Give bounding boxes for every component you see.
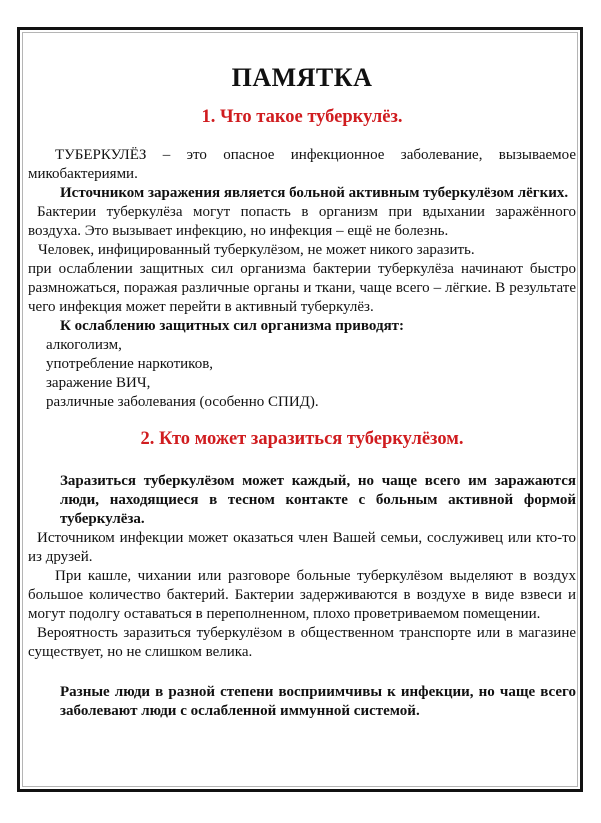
section-2-heading: 2. Кто может заразиться туберкулёзом.: [140, 429, 464, 449]
section-2-paragraph-1: Источником инфекции может оказаться член Вашей семьи, сослуживец или кто-то из друзей.: [28, 530, 576, 565]
section-1-heading: 1. Что такое туберкулёз.: [201, 107, 403, 127]
list-item: алкоголизм,: [46, 337, 122, 353]
list-item: различные заболевания (особенно СПИД).: [46, 394, 319, 410]
section-1-paragraph-2: Человек, инфицированный туберкулёзом, не может никого заразить.: [38, 242, 475, 258]
spacer: [28, 662, 576, 683]
section-1-intro: ТУБЕРКУЛЁЗ – это опасное инфекционное заболевание, вызываемое микобактериями.: [28, 147, 576, 182]
list-item: употребление наркотиков,: [46, 356, 214, 372]
section-1-paragraph-1: Бактерии туберкулёза могут попасть в организм при вдыхании заражённого воздуха. Это вызывает инфекцию, но инфекция – ещё не болезнь.: [28, 204, 576, 239]
weakening-factors-list: [28, 336, 576, 412]
section-2: [28, 472, 576, 721]
document-title: ПАМЯТКА: [231, 63, 373, 92]
section-1-paragraph-3: при ослаблении защитных сил организма бактерии туберкулёза начинают быстро размножаться, поражая различные органы и ткани, чаще всего – лёгкие. В результате чего инфекция может перейти в активный туберкулёз.: [28, 261, 576, 315]
section-2-bold-intro: Заразиться туберкулёзом может каждый, но чаще всего им заражаются люди, находящиеся в тесном контакте с больным активной формой туберкулёза.: [60, 473, 576, 527]
section-2-bold-outro: Разные люди в разной степени восприимчивы к инфекции, но чаще всего заболевают люди с ослабленной иммунной системой.: [60, 684, 576, 719]
section-1: [28, 146, 576, 412]
list-item: заражение ВИЧ,: [46, 375, 151, 391]
document-body: [28, 55, 576, 721]
section-2-paragraph-3: Вероятность заразиться туберкулёзом в общественном транспорте или в магазине существует, но не слишком велика.: [28, 625, 576, 660]
section-2-paragraph-2: При кашле, чихании или разговоре больные туберкулёзом выделяют в воздух большое количество бактерий. Бактерии задерживаются в воздухе в виде взвеси и могут подолгу оставаться в переполненном, плохо проветриваемом помещении.: [28, 568, 576, 622]
section-1-source-bold: Источником заражения является больной активным туберкулёзом лёгких.: [60, 185, 569, 201]
section-1-list-title: К ослаблению защитных сил организма приводят:: [60, 318, 405, 334]
